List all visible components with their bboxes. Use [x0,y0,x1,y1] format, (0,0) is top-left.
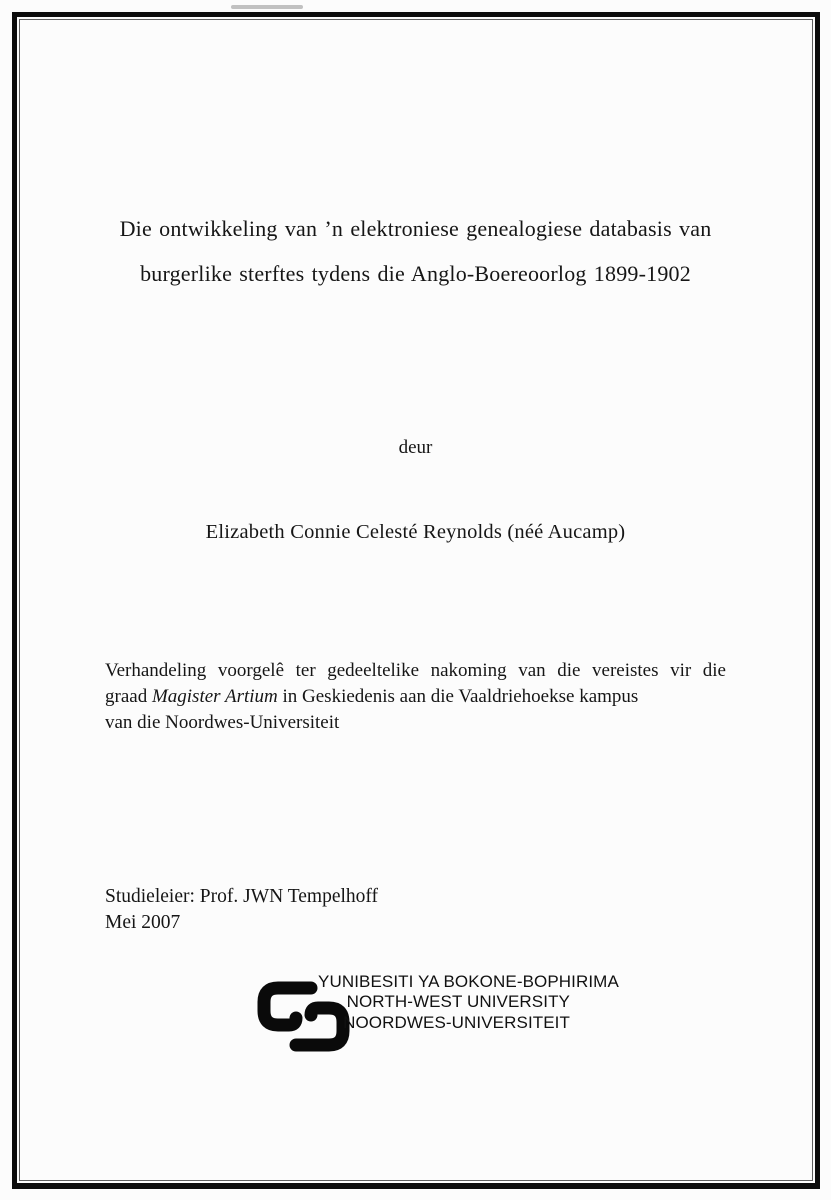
date-line: Mei 2007 [105,911,181,933]
logo-text-english: NORTH-WEST UNIVERSITY [346,992,570,1012]
university-logo-text [318,972,619,1033]
thesis-title-line1: Die ontwikkeling van ’n elektroniese genealogiese databasis van [119,216,712,241]
author-name: Elizabeth Connie Celesté Reynolds (néé Aucamp) [205,521,626,543]
supervisor-block [105,884,378,935]
scan-artifact [231,5,303,9]
logo-text-afrikaans: NOORDWES-UNIVERSITEIT [343,1012,570,1032]
supervisor-line: Studieleier: Prof. JWN Tempelhoff [105,886,379,907]
submission-statement [105,658,726,736]
submission-line2-pre: graad [105,686,152,707]
submission-line2 [105,684,726,710]
submission-line2-post: in Geskiedenis aan die Vaaldriehoekse kampus [277,686,639,707]
byline-label: deur [398,437,433,458]
thesis-title [60,206,771,296]
logo-text-setswana: YUNIBESITI YA BOKONE-BOPHIRIMA [318,972,619,991]
submission-line3: van die Noordwes-Universiteit [105,712,340,733]
thesis-title-line2: burgerlike sterftes tydens die Anglo-Boereoorlog 1899-1902 [140,261,691,286]
degree-name: Magister Artium [151,686,278,707]
submission-line1: Verhandeling voorgelê ter gedeeltelike nakoming van die vereistes vir die [105,660,726,681]
